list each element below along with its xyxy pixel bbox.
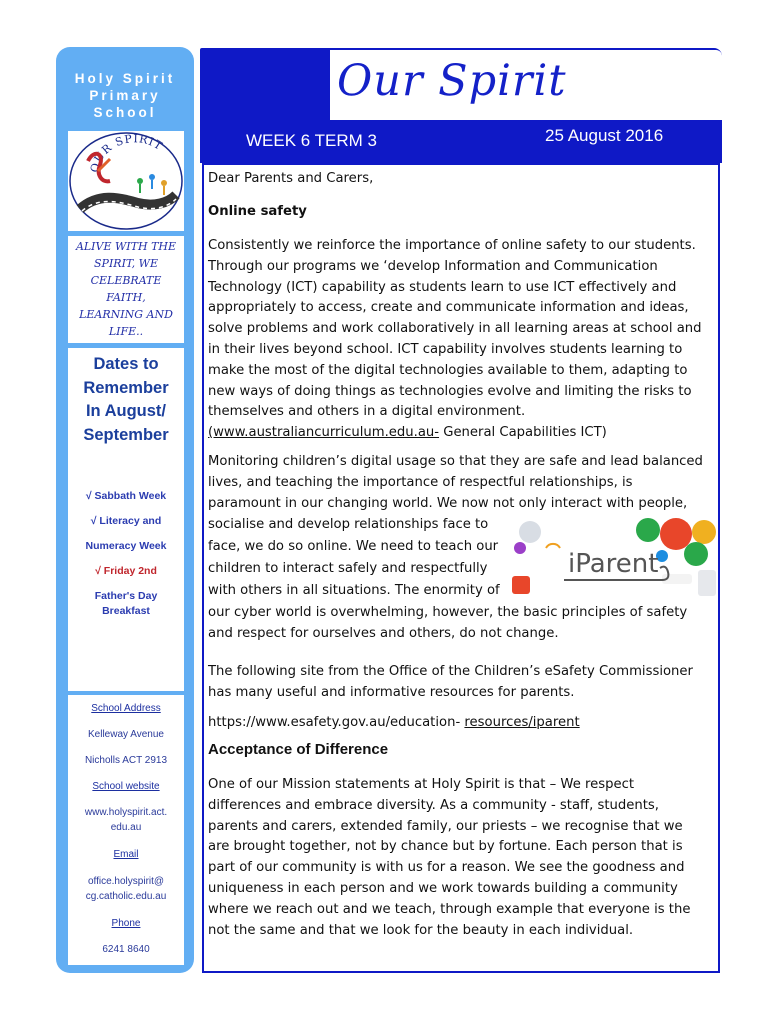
text-line: paramount in our changing world. We now not only interact with people, — [208, 495, 688, 511]
dates-title-line: In August/ — [85, 402, 167, 420]
text-line: our cyber world is overwhelming, however, the basic principles of safety — [208, 604, 688, 620]
search-icon — [514, 542, 526, 554]
address-line: Kelleway Avenue — [88, 729, 164, 740]
email-label: Email — [113, 849, 139, 860]
dates-title-line: Remember — [83, 378, 169, 397]
text-line: Monitoring children’s digital usage so that they are safe and lead balanced — [208, 454, 703, 469]
tv-icon — [660, 518, 692, 550]
motto-line: LIFE.. — [108, 325, 144, 338]
text-line: themselves and others in a digital environment. — [208, 404, 526, 420]
date-item: Numeracy Week — [85, 540, 167, 552]
address-label: School Address — [91, 703, 161, 714]
text-line: appropriately to access, create and communicate information and ideas, — [208, 300, 689, 316]
tablet-icon — [698, 570, 716, 596]
date-item: √ Friday 2nd — [95, 565, 157, 577]
esafety-link-part[interactable]: resources/iparent — [464, 715, 580, 730]
iparent-label: iParent — [568, 549, 659, 579]
date-item: √ Literacy and — [90, 515, 162, 527]
iparent-graphic — [512, 518, 720, 598]
esafety-paragraph — [208, 662, 718, 704]
wifi-icon — [546, 544, 560, 548]
greeting: Dear Parents and Carers, — [208, 171, 374, 186]
school-name-line: School — [93, 105, 157, 120]
motto-line: LEARNING AND — [79, 308, 173, 321]
text-line: with others in all situations. The enormity of — [208, 582, 500, 598]
link-tail: General Capabilities ICT) — [439, 425, 607, 441]
date-item: Breakfast — [102, 605, 150, 617]
newsletter-title: Our Spirit — [337, 56, 567, 106]
motto-line: FAITH, — [106, 291, 146, 304]
text-line: Technology (ICT) capability as students learn to use ICT effectively and — [208, 279, 677, 295]
text-line: new ways of doing things as technologies evolve and limiting the risks to — [208, 383, 692, 399]
text-line: One of our Mission statements at Holy Spirit is that – We respect — [208, 777, 635, 792]
text-line: solve problems and work collaboratively in all learning areas at school and — [208, 321, 702, 337]
text-line: not the same and that we look for the beauty in each individual. — [208, 922, 634, 938]
school-name — [56, 70, 194, 121]
text-line — [208, 423, 718, 444]
text-line: socialise and develop relationships face to — [208, 517, 489, 533]
issue-date: 25 August 2016 — [545, 126, 664, 145]
text-line: make the most of the digital technologies available to them, adapting to — [208, 362, 688, 378]
phone-number: 6241 8640 — [102, 944, 150, 955]
text-line: Through our programs we ‘develop Information and Communication — [208, 258, 658, 274]
motto — [68, 236, 184, 343]
text-line: uniqueness in each person and we work towards building a community — [208, 880, 678, 896]
text-line: The following site from the Office of the Children’s eSafety Commissioner — [208, 664, 693, 679]
acceptance-paragraph — [208, 775, 718, 941]
text-line: differences and embrace diversity. As a community - staff, students, — [208, 797, 659, 813]
app-icon — [636, 518, 660, 542]
chat-icon — [519, 521, 541, 543]
website-label: School website — [92, 781, 160, 792]
school-name-line: Holy Spirit — [74, 71, 176, 86]
website-link[interactable]: www.holyspirit.act. — [84, 807, 168, 818]
motto-line: SPIRIT, WE — [94, 257, 158, 270]
text-line: part of our community is with us for a reason. We see the goodness and — [208, 860, 685, 876]
logo-graphic — [68, 131, 184, 231]
motto-line: ALIVE WITH THE — [75, 240, 177, 253]
text-line: are brought together, not by chance but by fortune. Each person that is — [208, 839, 683, 855]
dates-title — [68, 353, 184, 447]
text-line: Consistently we reinforce the importance of online safety to our students. — [208, 238, 696, 253]
email-link[interactable]: cg.catholic.edu.au — [85, 891, 167, 902]
phone-icon — [692, 520, 716, 544]
contact-info — [68, 695, 184, 965]
logo-text: OUR SPIRIT — [87, 132, 166, 174]
email-link[interactable]: office.holyspirit@ — [87, 876, 165, 887]
date-item: Father's Day — [94, 590, 158, 602]
text-line: where we reach out and we teach, through example that everyone is the — [208, 901, 691, 917]
school-logo — [68, 131, 184, 231]
address-line: Nicholls ACT 2913 — [84, 755, 168, 766]
text-line: lives, and teaching the importance of respectful relationships, is — [208, 474, 633, 490]
esafety-link-part[interactable]: https://www.esafety.gov.au/education- — [208, 715, 461, 730]
curriculum-link[interactable]: (www.australiancurriculum.edu.au- — [208, 425, 440, 441]
text-line: and respect for ourselves and others, do not change. — [208, 626, 559, 642]
text-line: in their lives beyond school. ICT capability involves students learning to — [208, 341, 683, 357]
acceptance-heading: Acceptance of Difference — [208, 741, 389, 758]
music-icon — [684, 542, 708, 566]
text-line: children to interact safely and respectfully — [208, 560, 488, 576]
dates-title-line: Dates to — [93, 355, 159, 373]
text-line: face, we do so online. We need to teach our — [208, 539, 499, 555]
dates-to-remember — [68, 348, 184, 691]
text-line: has many useful and informative resources for parents. — [208, 684, 575, 700]
phone-label: Phone — [111, 918, 141, 929]
motto-line: CELEBRATE — [90, 274, 162, 287]
online-safety-paragraph — [208, 236, 718, 444]
week-term: WEEK 6 TERM 3 — [246, 131, 377, 150]
cart-icon — [512, 576, 530, 594]
dates-list — [68, 489, 184, 619]
school-name-line: Primary — [89, 88, 161, 103]
online-safety-heading: Online safety — [208, 204, 307, 219]
text-line: parents and carers, extended family, our priests – we recognise that we — [208, 818, 683, 834]
esafety-link[interactable] — [208, 713, 718, 734]
date-item: √ Sabbath Week — [85, 490, 167, 502]
dates-title-line: September — [83, 425, 169, 444]
website-link[interactable]: edu.au — [110, 822, 142, 833]
